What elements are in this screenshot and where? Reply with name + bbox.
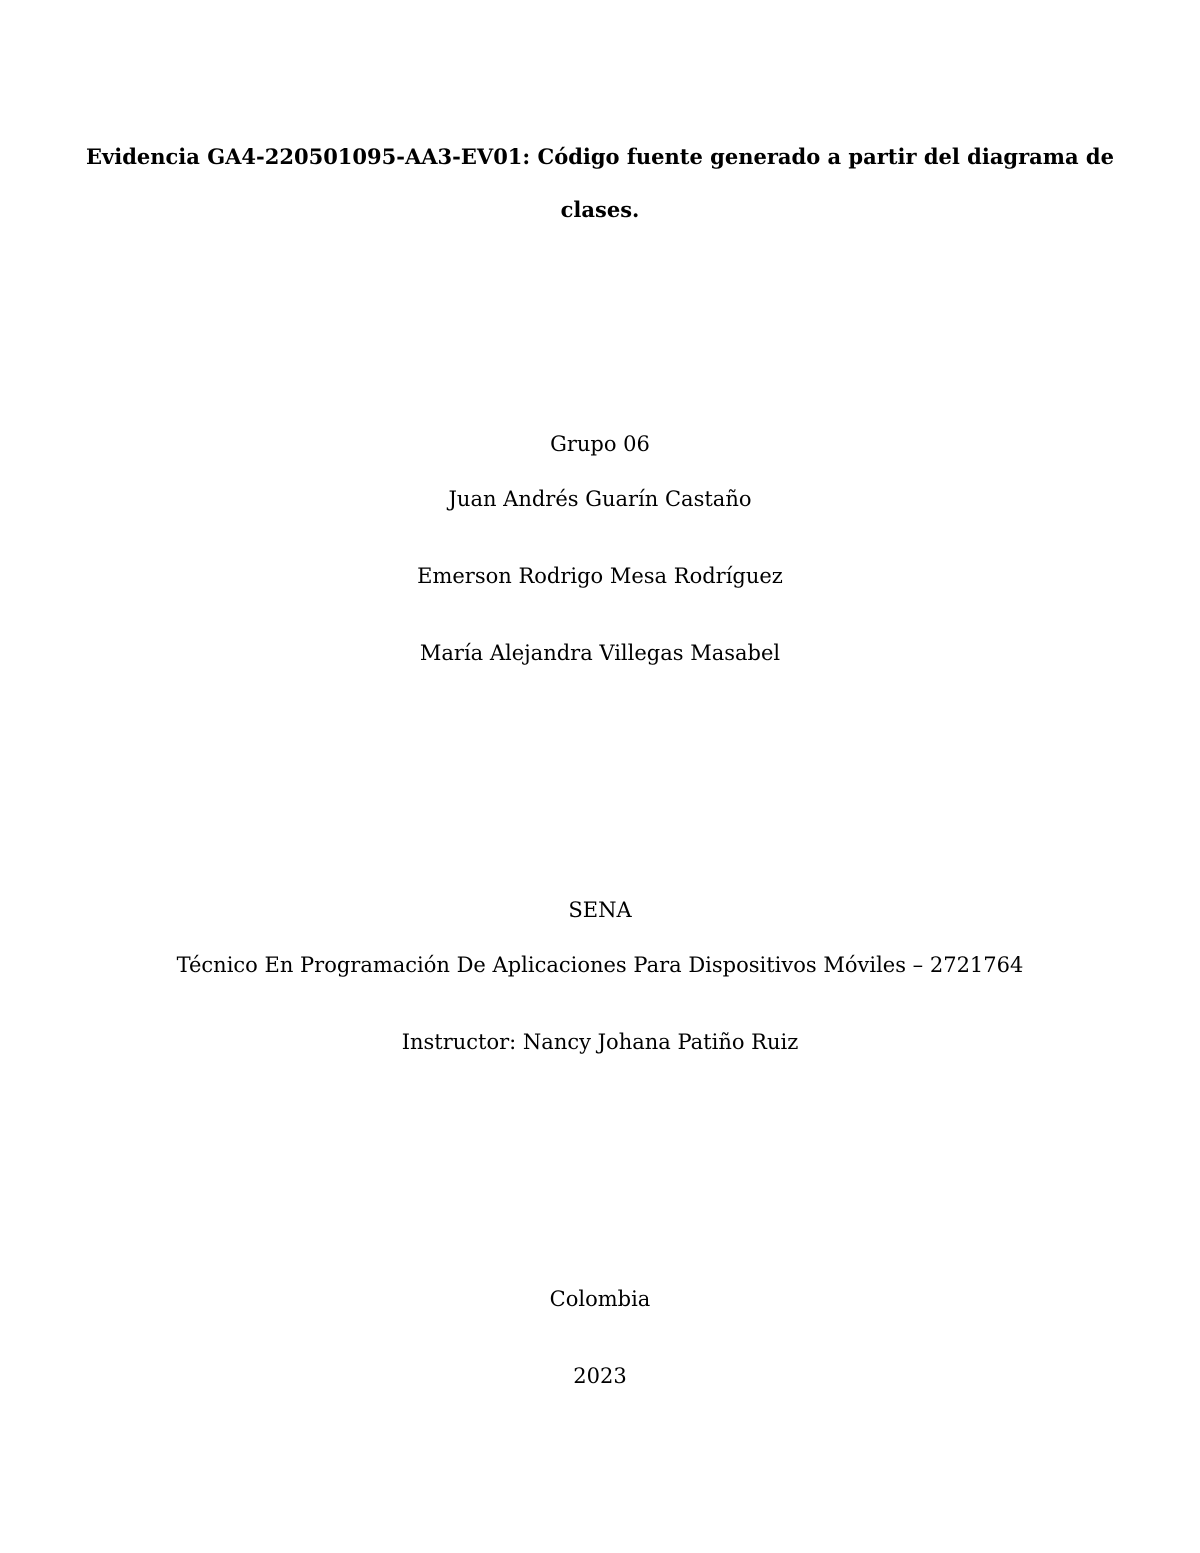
- instructor-name: Instructor: Nancy Johana Patiño Ruiz: [401, 1030, 799, 1054]
- member-2: Emerson Rodrigo Mesa Rodríguez: [417, 564, 783, 588]
- program-name: Técnico En Programación De Aplicaciones Para Dispositivos Móviles – 2721764: [176, 953, 1024, 977]
- title-line-2: clases.: [560, 197, 640, 222]
- member-1: Juan Andrés Guarín Castaño: [448, 487, 752, 511]
- country: Colombia: [549, 1287, 651, 1311]
- year: 2023: [573, 1364, 627, 1388]
- title-line-1: Evidencia GA4-220501095-AA3-EV01: Código fuente generado a partir del diagrama de: [86, 144, 1114, 169]
- institution-name: SENA: [568, 898, 632, 922]
- group-name: Grupo 06: [550, 432, 650, 456]
- member-3: María Alejandra Villegas Masabel: [419, 641, 781, 665]
